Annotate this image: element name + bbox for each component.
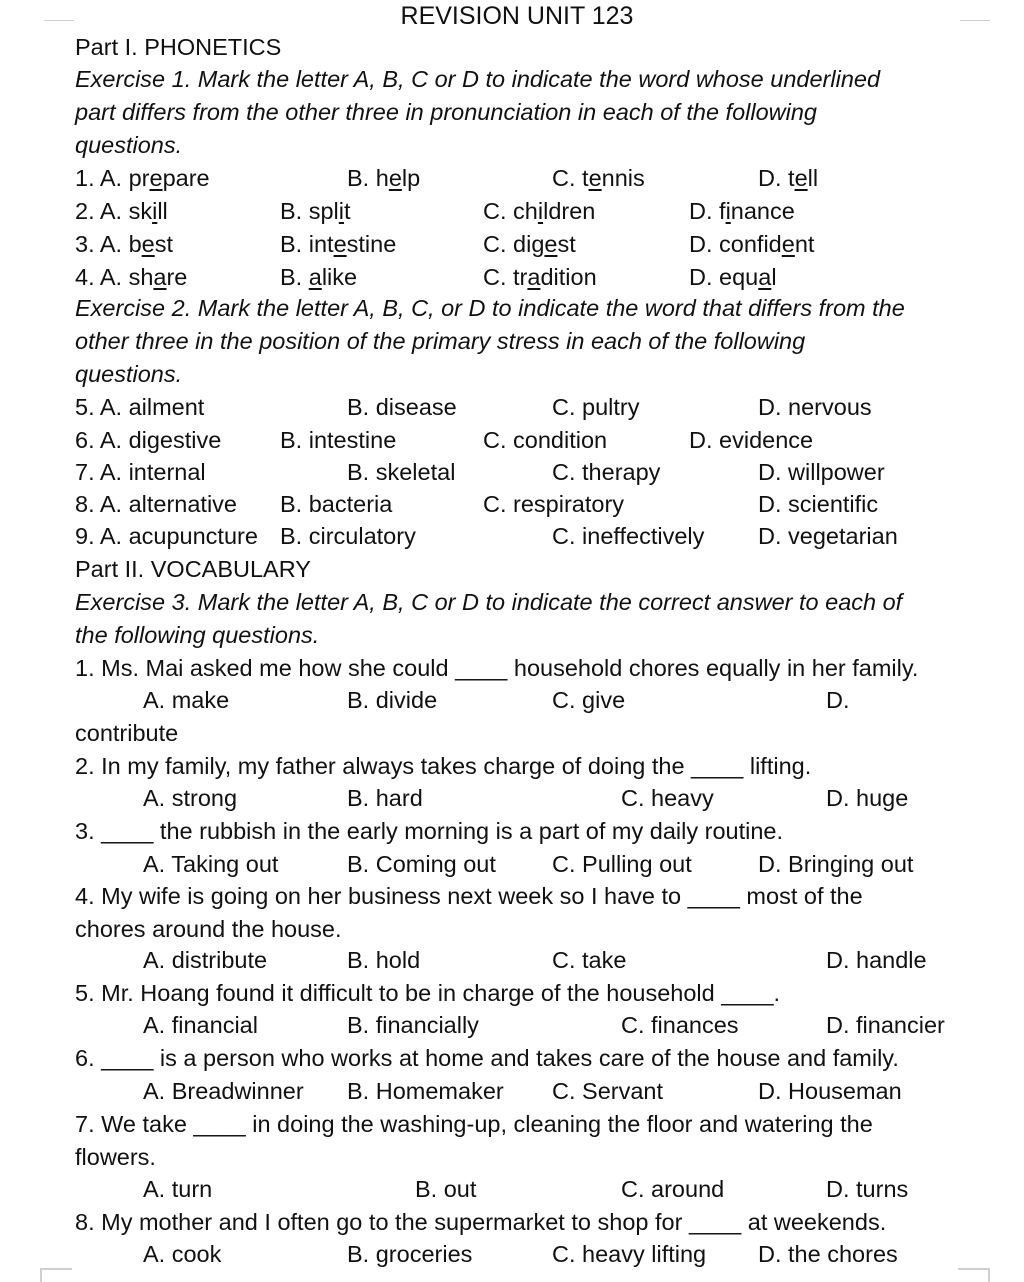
option-d: D. Bringing out (758, 851, 914, 877)
ex1-instruction: Exercise 1. Mark the letter A, B, C or D to indicate the word whose underlined (75, 66, 881, 92)
option-c: C. therapy (552, 459, 661, 485)
option-b: B. intestine (280, 231, 397, 257)
part2-heading: Part II. VOCABULARY (75, 556, 311, 582)
option-d: D. tell (758, 165, 819, 191)
question-stem: 2. In my family, my father always takes charge of doing the ____ lifting. (75, 753, 812, 779)
option-d: D. the chores (758, 1241, 898, 1267)
option-b: B. groceries (347, 1241, 473, 1267)
option-c: C. pultry (552, 394, 640, 420)
option-b: B. Coming out (347, 851, 496, 877)
ex3-instruction: the following questions. (75, 622, 320, 648)
question-stem: 1. Ms. Mai asked me how she could ____ household chores equally in her family. (75, 655, 919, 681)
question-stem-continued: chores around the house. (75, 916, 342, 942)
option-c: C. condition (483, 427, 608, 453)
option-c: C. finances (621, 1012, 739, 1038)
question-stem: 5. Mr. Hoang found it difficult to be in charge of the household ____. (75, 980, 781, 1006)
option-a: A. Taking out (143, 851, 279, 877)
option-d: D. willpower (758, 459, 885, 485)
option-a: 4. A. share (75, 264, 188, 290)
page-title: REVISION UNIT 123 (400, 2, 634, 30)
part1-heading: Part I. PHONETICS (75, 34, 282, 60)
option-c: C. Pulling out (552, 851, 692, 877)
option-b: B. hard (347, 785, 423, 811)
option-b: B. disease (347, 394, 457, 420)
option-c: C. children (483, 198, 596, 224)
option-d: D. confident (689, 231, 815, 257)
option-c: C. around (621, 1176, 725, 1202)
option-b: B. out (415, 1176, 477, 1202)
option-a: A. distribute (143, 947, 268, 973)
option-c: C. take (552, 947, 627, 973)
option-a: 6. A. digestive (75, 427, 222, 453)
ex2-instruction: other three in the position of the primary stress in each of the following (75, 328, 806, 354)
option-d: D. huge (826, 785, 909, 811)
option-d: D. (826, 687, 850, 713)
option-a: 5. A. ailment (75, 394, 205, 420)
ex1-instruction: part differs from the other three in pronunciation in each of the following (75, 99, 817, 125)
option-a: A. financial (143, 1012, 258, 1038)
option-d: D. scientific (758, 491, 879, 517)
option-b: B. skeletal (347, 459, 456, 485)
question-stem: 3. ____ the rubbish in the early morning is a part of my daily routine. (75, 818, 783, 844)
option-c: C. heavy lifting (552, 1241, 707, 1267)
option-d: D. vegetarian (758, 523, 898, 549)
ex3-instruction: Exercise 3. Mark the letter A, B, C or D to indicate the correct answer to each of (75, 589, 903, 615)
option-b: B. help (347, 165, 421, 191)
option-d: D. turns (826, 1176, 909, 1202)
option-b: B. circulatory (280, 523, 416, 549)
option-b: B. bacteria (280, 491, 393, 517)
option-c: C. respiratory (483, 491, 625, 517)
option-b: B. split (280, 198, 351, 224)
option-a: A. Breadwinner (143, 1078, 304, 1104)
option-c: C. tradition (483, 264, 597, 290)
option-d: D. equal (689, 264, 777, 290)
option-d: D. evidence (689, 427, 814, 453)
option-b: B. hold (347, 947, 421, 973)
option-a: 8. A. alternative (75, 491, 237, 517)
option-b: B. Homemaker (347, 1078, 504, 1104)
option-c: C. Servant (552, 1078, 664, 1104)
option-a: A. strong (143, 785, 238, 811)
option-a: A. make (143, 687, 230, 713)
option-d: D. handle (826, 947, 927, 973)
option-c: C. digest (483, 231, 576, 257)
option-b: B. financially (347, 1012, 479, 1038)
option-a: 3. A. best (75, 231, 174, 257)
option-c: C. heavy (621, 785, 714, 811)
question-stem: 4. My wife is going on her business next week so I have to ____ most of the (75, 883, 863, 909)
question-stem-continued: flowers. (75, 1144, 156, 1170)
option-b: B. alike (280, 264, 358, 290)
ex2-instruction: questions. (75, 361, 183, 387)
option-a: 1. A. prepare (75, 165, 210, 191)
ex1-instruction: questions. (75, 132, 183, 158)
option-c: C. tennis (552, 165, 645, 191)
option-b: B. divide (347, 687, 438, 713)
option-a: A. turn (143, 1176, 213, 1202)
option-d: D. nervous (758, 394, 872, 420)
option-c: C. give (552, 687, 626, 713)
question-stem: 7. We take ____ in doing the washing-up, cleaning the floor and watering the (75, 1111, 873, 1137)
question-stem: 6. ____ is a person who works at home and takes care of the house and family. (75, 1045, 899, 1071)
option-d: D. financier (826, 1012, 945, 1038)
question-stem: 8. My mother and I often go to the supermarket to shop for ____ at weekends. (75, 1209, 887, 1235)
option-b: B. intestine (280, 427, 397, 453)
option-a: 2. A. skill (75, 198, 168, 224)
option-a: A. cook (143, 1241, 222, 1267)
ex2-instruction: Exercise 2. Mark the letter A, B, C, or D to indicate the word that differs from the (75, 295, 905, 321)
option-a: 7. A. internal (75, 459, 206, 485)
option-d: D. finance (689, 198, 795, 224)
option-d-continued: contribute (75, 720, 179, 746)
option-d: D. Houseman (758, 1078, 902, 1104)
option-a: 9. A. acupuncture (75, 523, 258, 549)
option-c: C. ineffectively (552, 523, 705, 549)
